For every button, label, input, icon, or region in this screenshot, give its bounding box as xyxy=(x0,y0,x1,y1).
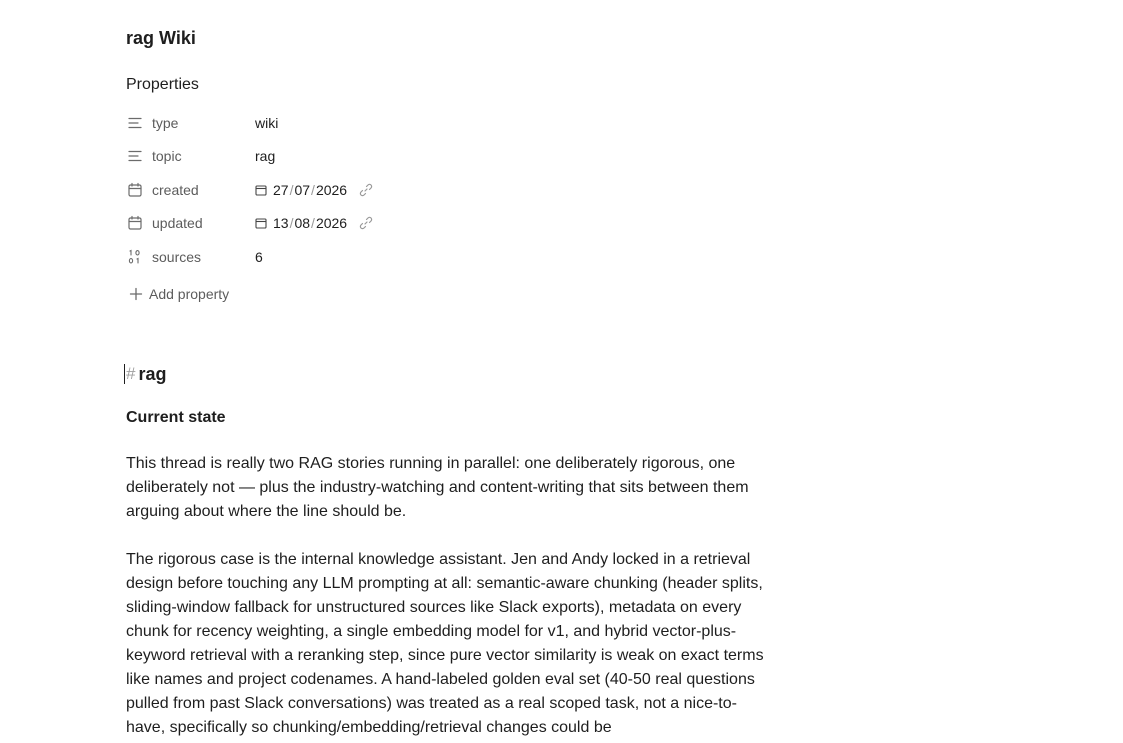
property-value[interactable]: wiki xyxy=(255,115,279,131)
date-separator: / xyxy=(311,215,315,231)
date-day[interactable]: 13 xyxy=(273,215,289,231)
property-key[interactable]: created xyxy=(152,182,199,198)
property-key[interactable]: type xyxy=(152,115,179,131)
property-row-updated[interactable] xyxy=(126,210,426,236)
paragraph[interactable]: This thread is really two RAG stories running in parallel: one deliberately rigorous, one deliberately not — plus the industry-watching and content-writing that sits between them arguing about where the line should be. xyxy=(126,455,749,520)
date-input-created[interactable] xyxy=(255,182,373,198)
calendar-icon xyxy=(126,181,144,199)
property-row-topic[interactable] xyxy=(126,143,426,169)
property-row-type[interactable] xyxy=(126,110,426,136)
property-value[interactable]: 6 xyxy=(255,249,263,265)
property-key[interactable]: updated xyxy=(152,215,203,231)
date-separator: / xyxy=(289,182,294,198)
date-year[interactable]: 2026 xyxy=(315,182,348,198)
date-month[interactable]: 08 xyxy=(294,215,311,231)
date-separator: / xyxy=(289,215,294,231)
property-value[interactable]: rag xyxy=(255,148,276,164)
heading-marker: # xyxy=(126,364,136,383)
add-property-label: Add property xyxy=(149,286,230,302)
date-day[interactable]: 27 xyxy=(273,182,289,198)
calendar-icon xyxy=(126,214,144,232)
plus-icon xyxy=(129,287,143,301)
properties-heading[interactable]: Properties xyxy=(126,76,199,93)
property-row-created[interactable] xyxy=(126,177,426,203)
date-year[interactable]: 2026 xyxy=(315,215,348,231)
link-icon[interactable] xyxy=(359,183,373,197)
calendar-small-icon[interactable] xyxy=(255,217,267,229)
heading-1-text[interactable]: rag xyxy=(138,363,167,384)
add-property-button[interactable] xyxy=(129,283,229,305)
paragraph[interactable]: The rigorous case is the internal knowledge assistant. Jen and Andy locked in a retrieval design before touching any LLM prompting at all: semantic-aware chunking (header splits, sliding-window fallback for unstructured sources like Slack exports), metadata on every chunk for recency weighting, a single embedding model for v1, and hybrid vector-plus-keyword retrieval with a reranking step, since pure vector similarity is weak on exact terms like names and project codenames. A hand-labeled golden eval set (40-50 real questions pulled from past Slack conversations) was treated as a real scoped task, not a nice-to-have, specifically so chunking/embedding/retrieval changes could be xyxy=(126,551,764,736)
number-icon xyxy=(126,248,144,266)
text-cursor xyxy=(124,364,125,384)
text-lines-icon xyxy=(126,114,144,132)
calendar-small-icon[interactable] xyxy=(255,184,267,196)
heading-1[interactable] xyxy=(124,361,166,387)
property-key[interactable]: sources xyxy=(152,249,202,265)
link-icon[interactable] xyxy=(359,216,373,230)
property-row-sources[interactable] xyxy=(126,244,426,270)
date-month[interactable]: 07 xyxy=(294,182,311,198)
date-separator: / xyxy=(311,182,315,198)
heading-current-state[interactable]: Current state xyxy=(126,409,226,426)
property-key[interactable]: topic xyxy=(152,148,182,164)
page-title[interactable]: rag Wiki xyxy=(126,28,196,48)
text-lines-icon xyxy=(126,147,144,165)
date-input-updated[interactable] xyxy=(255,215,373,231)
